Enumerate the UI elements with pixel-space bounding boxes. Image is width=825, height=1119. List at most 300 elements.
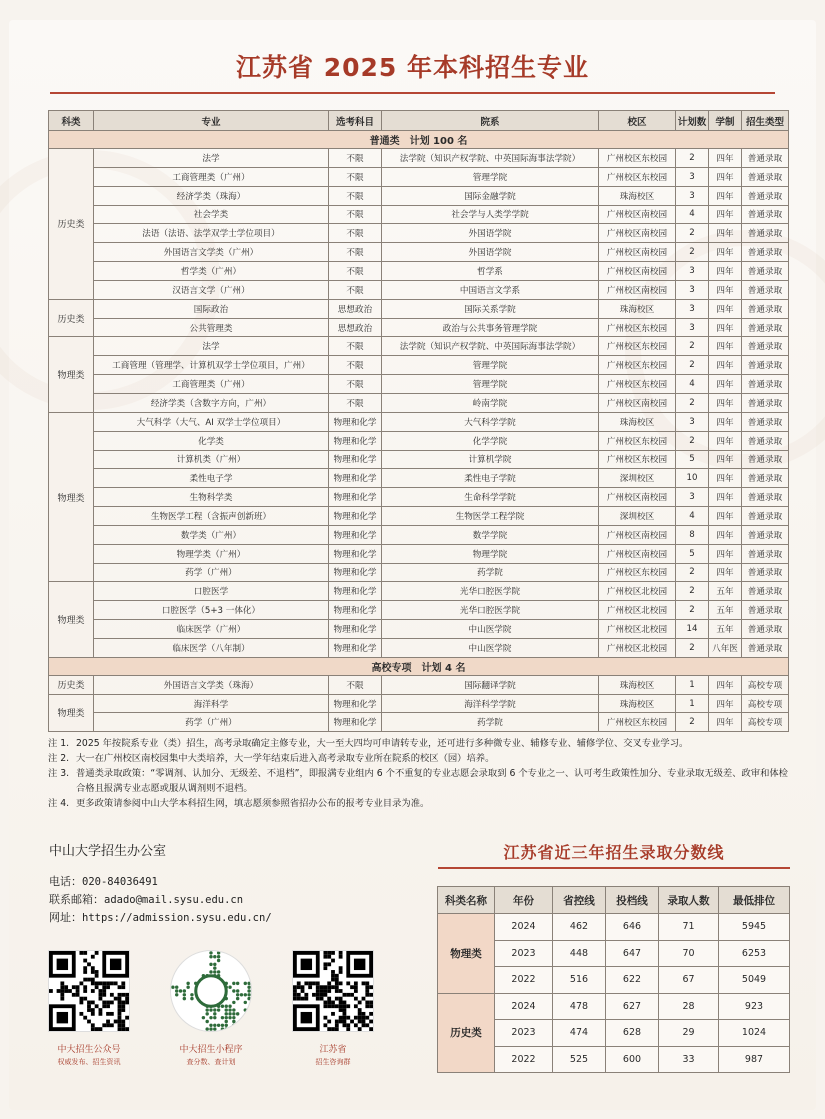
subject-cell: 不限 bbox=[329, 186, 382, 205]
subject-cell: 物理和化学 bbox=[329, 431, 382, 450]
column-header: 投档线 bbox=[606, 887, 659, 914]
table-header-row bbox=[49, 111, 789, 131]
control-line-cell: 516 bbox=[553, 967, 606, 994]
table-row bbox=[49, 601, 789, 620]
admission-type-cell: 普通录取 bbox=[742, 337, 789, 356]
campus-cell: 广州校区南校园 bbox=[599, 544, 676, 563]
column-header: 最低排位 bbox=[719, 887, 790, 914]
note-item bbox=[48, 766, 793, 796]
section-label: 普通类 计划 100 名 bbox=[49, 131, 789, 149]
plan-count-cell: 3 bbox=[676, 488, 709, 507]
table-row bbox=[49, 544, 789, 563]
subject-cell: 物理和化学 bbox=[329, 469, 382, 488]
plan-count-cell: 3 bbox=[676, 299, 709, 318]
campus-cell: 珠海校区 bbox=[599, 299, 676, 318]
table-row bbox=[49, 280, 789, 299]
qr-consult-group[interactable]: 江苏省 招生咨询群 bbox=[283, 950, 383, 1067]
website-link[interactable]: https://admission.sysu.edu.cn/ bbox=[82, 912, 272, 924]
rank-cell: 923 bbox=[719, 993, 790, 1020]
duration-cell: 四年 bbox=[709, 167, 742, 186]
column-header: 选考科目 bbox=[329, 111, 382, 131]
plan-count-cell: 2 bbox=[676, 582, 709, 601]
plan-count-cell: 1 bbox=[676, 675, 709, 694]
admission-type-cell: 普通录取 bbox=[742, 224, 789, 243]
duration-cell: 四年 bbox=[709, 525, 742, 544]
campus-cell: 广州校区南校园 bbox=[599, 262, 676, 281]
school-cell: 岭南学院 bbox=[382, 393, 599, 412]
contact-info bbox=[49, 873, 272, 927]
plan-count-cell: 2 bbox=[676, 224, 709, 243]
school-cell: 管理学院 bbox=[382, 356, 599, 375]
campus-cell: 广州校区北校园 bbox=[599, 601, 676, 620]
column-header: 学制 bbox=[709, 111, 742, 131]
table-row bbox=[49, 167, 789, 186]
phone-line: 电话：020-84036491 bbox=[49, 875, 158, 888]
plan-count-cell: 3 bbox=[676, 167, 709, 186]
school-cell: 外国语学院 bbox=[382, 224, 599, 243]
table-row bbox=[49, 582, 789, 601]
duration-cell: 四年 bbox=[709, 224, 742, 243]
subject-cell: 不限 bbox=[329, 205, 382, 224]
school-cell: 外国语学院 bbox=[382, 243, 599, 262]
notes-section bbox=[48, 736, 793, 811]
qr-official-account[interactable]: 中大招生公众号 权威发布、招生资讯 bbox=[39, 950, 139, 1067]
duration-cell: 四年 bbox=[709, 243, 742, 262]
subject-cell: 不限 bbox=[329, 393, 382, 412]
year-cell: 2022 bbox=[495, 967, 553, 994]
subject-cell: 思想政治 bbox=[329, 299, 382, 318]
web-line: 网址：https://admission.sysu.edu.cn/ bbox=[49, 911, 272, 924]
table-row bbox=[49, 638, 789, 657]
subject-cell: 不限 bbox=[329, 243, 382, 262]
year-cell: 2023 bbox=[495, 1020, 553, 1047]
plan-count-cell: 2 bbox=[676, 393, 709, 412]
control-line-cell: 478 bbox=[553, 993, 606, 1020]
duration-cell: 四年 bbox=[709, 375, 742, 394]
admitted-cell: 67 bbox=[659, 967, 719, 994]
table-row bbox=[49, 337, 789, 356]
school-cell: 柔性电子学院 bbox=[382, 469, 599, 488]
plan-count-cell: 4 bbox=[676, 375, 709, 394]
major-cell: 外国语言文学类（广州） bbox=[94, 243, 329, 262]
school-cell: 生物医学工程学院 bbox=[382, 507, 599, 526]
cutoff-cell: 627 bbox=[606, 993, 659, 1020]
campus-cell: 深圳校区 bbox=[599, 507, 676, 526]
table-row bbox=[49, 205, 789, 224]
note-text: 大一在广州校区南校园集中大类培养，大一学年结束后进入高考录取专业所在院系的校区（园）培养。 bbox=[76, 753, 495, 764]
campus-cell: 珠海校区 bbox=[599, 675, 676, 694]
table-row bbox=[49, 694, 789, 713]
duration-cell: 四年 bbox=[709, 431, 742, 450]
column-header: 省控线 bbox=[553, 887, 606, 914]
school-cell: 法学院（知识产权学院、中英国际海事法学院） bbox=[382, 337, 599, 356]
majors-table bbox=[48, 110, 789, 732]
major-cell: 临床医学（广州） bbox=[94, 620, 329, 639]
section-row bbox=[49, 657, 789, 675]
major-cell: 口腔医学 bbox=[94, 582, 329, 601]
table-row bbox=[49, 469, 789, 488]
duration-cell: 四年 bbox=[709, 393, 742, 412]
admission-type-cell: 普通录取 bbox=[742, 393, 789, 412]
campus-cell: 广州校区北校园 bbox=[599, 638, 676, 657]
admission-type-cell: 普通录取 bbox=[742, 412, 789, 431]
subject-cell: 不限 bbox=[329, 262, 382, 281]
major-cell: 工商管理类（广州） bbox=[94, 375, 329, 394]
email-link[interactable]: adado@mail.sysu.edu.cn bbox=[104, 894, 244, 906]
admission-type-cell: 普通录取 bbox=[742, 620, 789, 639]
email-line: 联系邮箱：adado@mail.sysu.edu.cn bbox=[49, 893, 244, 906]
school-cell: 大气科学学院 bbox=[382, 412, 599, 431]
subject-cell: 物理和化学 bbox=[329, 544, 382, 563]
campus-cell: 广州校区南校园 bbox=[599, 525, 676, 544]
campus-cell: 深圳校区 bbox=[599, 469, 676, 488]
admission-type-cell: 普通录取 bbox=[742, 318, 789, 337]
note-text: 更多政策请参阅中山大学本科招生网，填志愿须参照省招办公布的报考专业目录为准。 bbox=[76, 798, 430, 809]
campus-cell: 广州校区东校园 bbox=[599, 356, 676, 375]
admission-type-cell: 普通录取 bbox=[742, 280, 789, 299]
year-cell: 2024 bbox=[495, 914, 553, 941]
table-row bbox=[49, 262, 789, 281]
mini-program-code-icon bbox=[170, 950, 252, 1032]
column-header: 录取人数 bbox=[659, 887, 719, 914]
subject-cell: 物理和化学 bbox=[329, 601, 382, 620]
column-header: 年份 bbox=[495, 887, 553, 914]
campus-cell: 广州校区东校园 bbox=[599, 149, 676, 168]
duration-cell: 五年 bbox=[709, 620, 742, 639]
campus-cell: 广州校区东校园 bbox=[599, 713, 676, 732]
duration-cell: 四年 bbox=[709, 469, 742, 488]
admission-type-cell: 普通录取 bbox=[742, 186, 789, 205]
duration-cell: 四年 bbox=[709, 356, 742, 375]
column-header: 科类 bbox=[49, 111, 94, 131]
plan-count-cell: 2 bbox=[676, 243, 709, 262]
school-cell: 国际翻译学院 bbox=[382, 675, 599, 694]
plan-count-cell: 3 bbox=[676, 186, 709, 205]
campus-cell: 广州校区东校园 bbox=[599, 337, 676, 356]
plan-count-cell: 14 bbox=[676, 620, 709, 639]
duration-cell: 四年 bbox=[709, 450, 742, 469]
phone-number[interactable]: 020-84036491 bbox=[82, 876, 158, 888]
note-item bbox=[48, 736, 793, 751]
major-cell: 临床医学（八年制） bbox=[94, 638, 329, 657]
plan-count-cell: 1 bbox=[676, 694, 709, 713]
major-cell: 计算机类（广州） bbox=[94, 450, 329, 469]
major-cell: 大气科学（大气、AI 双学士学位项目） bbox=[94, 412, 329, 431]
subject-cell: 不限 bbox=[329, 224, 382, 243]
duration-cell: 五年 bbox=[709, 582, 742, 601]
school-cell: 数学学院 bbox=[382, 525, 599, 544]
note-text: 普通类录取政策：“零调剂、认加分、无级差、不退档”，即报满专业组内 6 个不重复的专业志愿会录取到 6 个专业之一、认可考生政策性加分、专业录取无级差、政审和体检合格且报满专业志愿或服从调剂则不退档。 bbox=[76, 768, 788, 794]
table-row bbox=[49, 318, 789, 337]
admission-type-cell: 普通录取 bbox=[742, 299, 789, 318]
rank-cell: 987 bbox=[719, 1046, 790, 1073]
category-cell: 物理类 bbox=[49, 694, 94, 732]
qr-code-icon bbox=[48, 950, 130, 1032]
campus-cell: 珠海校区 bbox=[599, 412, 676, 431]
duration-cell: 四年 bbox=[709, 337, 742, 356]
major-cell: 汉语言文学（广州） bbox=[94, 280, 329, 299]
plan-count-cell: 2 bbox=[676, 563, 709, 582]
school-cell: 药学院 bbox=[382, 563, 599, 582]
subject-cell: 不限 bbox=[329, 167, 382, 186]
admission-type-cell: 普通录取 bbox=[742, 149, 789, 168]
major-cell: 哲学类（广州） bbox=[94, 262, 329, 281]
table-row bbox=[49, 713, 789, 732]
category-cell: 历史类 bbox=[49, 149, 94, 300]
campus-cell: 广州校区东校园 bbox=[599, 450, 676, 469]
note-label: 注 2. bbox=[48, 753, 70, 764]
table-row bbox=[49, 488, 789, 507]
duration-cell: 四年 bbox=[709, 149, 742, 168]
duration-cell: 四年 bbox=[709, 544, 742, 563]
subject-cell: 物理和化学 bbox=[329, 450, 382, 469]
subject-cell: 物理和化学 bbox=[329, 412, 382, 431]
cutoff-cell: 600 bbox=[606, 1046, 659, 1073]
note-label: 注 4. bbox=[48, 798, 70, 809]
major-cell: 社会学类 bbox=[94, 205, 329, 224]
section-row bbox=[49, 131, 789, 149]
major-cell: 化学类 bbox=[94, 431, 329, 450]
plan-count-cell: 2 bbox=[676, 356, 709, 375]
school-cell: 光华口腔医学院 bbox=[382, 601, 599, 620]
column-header: 院系 bbox=[382, 111, 599, 131]
subject-cell: 不限 bbox=[329, 356, 382, 375]
school-cell: 中山医学院 bbox=[382, 620, 599, 639]
major-cell: 法语（法语、法学双学士学位项目） bbox=[94, 224, 329, 243]
score-title-underline bbox=[438, 867, 790, 869]
rank-cell: 6253 bbox=[719, 940, 790, 967]
table-row bbox=[49, 356, 789, 375]
subject-cell: 物理和化学 bbox=[329, 582, 382, 601]
major-cell: 生物医学工程（含振声创新班） bbox=[94, 507, 329, 526]
page-title: 江苏省 2025 年本科招生专业 bbox=[236, 53, 589, 82]
school-cell: 社会学与人类学学院 bbox=[382, 205, 599, 224]
plan-count-cell: 10 bbox=[676, 469, 709, 488]
admission-type-cell: 普通录取 bbox=[742, 469, 789, 488]
school-cell: 政治与公共事务管理学院 bbox=[382, 318, 599, 337]
campus-cell: 广州校区南校园 bbox=[599, 224, 676, 243]
admission-type-cell: 高校专项 bbox=[742, 694, 789, 713]
subject-cell: 物理和化学 bbox=[329, 525, 382, 544]
duration-cell: 四年 bbox=[709, 488, 742, 507]
category-cell: 物理类 bbox=[49, 412, 94, 582]
major-cell: 工商管理类（广州） bbox=[94, 167, 329, 186]
school-cell: 计算机学院 bbox=[382, 450, 599, 469]
subject-cell: 物理和化学 bbox=[329, 488, 382, 507]
campus-cell: 广州校区东校园 bbox=[599, 563, 676, 582]
year-cell: 2022 bbox=[495, 1046, 553, 1073]
school-cell: 光华口腔医学院 bbox=[382, 582, 599, 601]
cutoff-cell: 628 bbox=[606, 1020, 659, 1047]
major-cell: 外国语言文学类（珠海） bbox=[94, 675, 329, 694]
control-line-cell: 462 bbox=[553, 914, 606, 941]
column-header: 科类名称 bbox=[438, 887, 495, 914]
control-line-cell: 474 bbox=[553, 1020, 606, 1047]
table-row bbox=[49, 525, 789, 544]
school-cell: 管理学院 bbox=[382, 167, 599, 186]
table-row bbox=[49, 431, 789, 450]
cutoff-cell: 647 bbox=[606, 940, 659, 967]
table-row bbox=[49, 507, 789, 526]
admitted-cell: 33 bbox=[659, 1046, 719, 1073]
admission-type-cell: 普通录取 bbox=[742, 450, 789, 469]
plan-count-cell: 5 bbox=[676, 544, 709, 563]
category-cell: 历史类 bbox=[49, 299, 94, 337]
plan-count-cell: 3 bbox=[676, 412, 709, 431]
section-label: 高校专项 计划 4 名 bbox=[49, 657, 789, 675]
duration-cell: 四年 bbox=[709, 412, 742, 431]
table-row bbox=[438, 914, 790, 941]
plan-count-cell: 8 bbox=[676, 525, 709, 544]
admission-type-cell: 普通录取 bbox=[742, 262, 789, 281]
school-cell: 国际金融学院 bbox=[382, 186, 599, 205]
campus-cell: 广州校区北校园 bbox=[599, 620, 676, 639]
score-table-title: 江苏省近三年招生录取分数线 bbox=[503, 843, 725, 862]
plan-count-cell: 2 bbox=[676, 601, 709, 620]
campus-cell: 广州校区南校园 bbox=[599, 243, 676, 262]
campus-cell: 广州校区南校园 bbox=[599, 393, 676, 412]
campus-cell: 珠海校区 bbox=[599, 186, 676, 205]
table-row bbox=[49, 563, 789, 582]
plan-count-cell: 2 bbox=[676, 337, 709, 356]
major-cell: 公共管理类 bbox=[94, 318, 329, 337]
major-cell: 物理学类（广州） bbox=[94, 544, 329, 563]
campus-cell: 广州校区东校园 bbox=[599, 167, 676, 186]
major-cell: 药学（广州） bbox=[94, 563, 329, 582]
control-line-cell: 525 bbox=[553, 1046, 606, 1073]
note-label: 注 3. bbox=[48, 768, 70, 779]
admission-type-cell: 普通录取 bbox=[742, 205, 789, 224]
admission-type-cell: 普通录取 bbox=[742, 582, 789, 601]
score-header-row bbox=[438, 887, 790, 914]
school-cell: 药学院 bbox=[382, 713, 599, 732]
subject-cell: 不限 bbox=[329, 375, 382, 394]
rank-cell: 5945 bbox=[719, 914, 790, 941]
school-cell: 中山医学院 bbox=[382, 638, 599, 657]
cutoff-cell: 646 bbox=[606, 914, 659, 941]
duration-cell: 五年 bbox=[709, 601, 742, 620]
cutoff-cell: 622 bbox=[606, 967, 659, 994]
note-item bbox=[48, 796, 793, 811]
plan-count-cell: 3 bbox=[676, 280, 709, 299]
title-underline bbox=[50, 92, 775, 94]
admission-type-cell: 普通录取 bbox=[742, 375, 789, 394]
subject-cell: 物理和化学 bbox=[329, 638, 382, 657]
plan-count-cell: 4 bbox=[676, 205, 709, 224]
admission-type-cell: 普通录取 bbox=[742, 243, 789, 262]
major-cell: 法学 bbox=[94, 337, 329, 356]
plan-count-cell: 2 bbox=[676, 149, 709, 168]
campus-cell: 珠海校区 bbox=[599, 694, 676, 713]
subject-cell: 不限 bbox=[329, 675, 382, 694]
category-cell: 物理类 bbox=[49, 582, 94, 657]
table-row bbox=[49, 149, 789, 168]
plan-count-cell: 3 bbox=[676, 318, 709, 337]
admission-type-cell: 高校专项 bbox=[742, 713, 789, 732]
campus-cell: 广州校区南校园 bbox=[599, 280, 676, 299]
major-cell: 工商管理（管理学、计算机双学士学位项目，广州） bbox=[94, 356, 329, 375]
table-row bbox=[49, 186, 789, 205]
qr-mini-program[interactable]: 中大招生小程序 查分数、查计划 bbox=[161, 950, 261, 1067]
office-title: 中山大学招生办公室 bbox=[49, 844, 167, 859]
school-cell: 法学院（知识产权学院、中英国际海事法学院） bbox=[382, 149, 599, 168]
category-cell: 物理类 bbox=[438, 914, 495, 994]
major-cell: 柔性电子学 bbox=[94, 469, 329, 488]
column-header: 专业 bbox=[94, 111, 329, 131]
major-cell: 法学 bbox=[94, 149, 329, 168]
control-line-cell: 448 bbox=[553, 940, 606, 967]
school-cell: 物理学院 bbox=[382, 544, 599, 563]
table-row bbox=[49, 675, 789, 694]
duration-cell: 四年 bbox=[709, 186, 742, 205]
category-cell: 历史类 bbox=[49, 675, 94, 694]
admission-type-cell: 高校专项 bbox=[742, 675, 789, 694]
subject-cell: 物理和化学 bbox=[329, 620, 382, 639]
table-row bbox=[49, 224, 789, 243]
category-cell: 历史类 bbox=[438, 993, 495, 1073]
admitted-cell: 29 bbox=[659, 1020, 719, 1047]
plan-count-cell: 2 bbox=[676, 431, 709, 450]
campus-cell: 广州校区南校园 bbox=[599, 205, 676, 224]
table-row bbox=[49, 243, 789, 262]
duration-cell: 四年 bbox=[709, 318, 742, 337]
subject-cell: 不限 bbox=[329, 280, 382, 299]
plan-count-cell: 4 bbox=[676, 507, 709, 526]
subject-cell: 不限 bbox=[329, 149, 382, 168]
year-cell: 2024 bbox=[495, 993, 553, 1020]
year-cell: 2023 bbox=[495, 940, 553, 967]
major-cell: 生物科学类 bbox=[94, 488, 329, 507]
campus-cell: 广州校区东校园 bbox=[599, 375, 676, 394]
table-row bbox=[438, 993, 790, 1020]
table-row bbox=[49, 412, 789, 431]
campus-cell: 广州校区东校园 bbox=[599, 318, 676, 337]
school-cell: 中国语言文学系 bbox=[382, 280, 599, 299]
duration-cell: 四年 bbox=[709, 563, 742, 582]
major-cell: 药学（广州） bbox=[94, 713, 329, 732]
major-cell: 经济学类（含数字方向，广州） bbox=[94, 393, 329, 412]
duration-cell: 八年医 bbox=[709, 638, 742, 657]
admission-type-cell: 普通录取 bbox=[742, 431, 789, 450]
qr-code-icon bbox=[292, 950, 374, 1032]
admission-type-cell: 普通录取 bbox=[742, 507, 789, 526]
duration-cell: 四年 bbox=[709, 694, 742, 713]
campus-cell: 广州校区南校园 bbox=[599, 488, 676, 507]
major-cell: 经济学类（珠海） bbox=[94, 186, 329, 205]
campus-cell: 广州校区北校园 bbox=[599, 582, 676, 601]
plan-count-cell: 5 bbox=[676, 450, 709, 469]
duration-cell: 四年 bbox=[709, 280, 742, 299]
column-header: 计划数 bbox=[676, 111, 709, 131]
admitted-cell: 28 bbox=[659, 993, 719, 1020]
table-row bbox=[49, 393, 789, 412]
admission-type-cell: 普通录取 bbox=[742, 356, 789, 375]
admission-type-cell: 普通录取 bbox=[742, 638, 789, 657]
subject-cell: 思想政治 bbox=[329, 318, 382, 337]
duration-cell: 四年 bbox=[709, 675, 742, 694]
school-cell: 化学学院 bbox=[382, 431, 599, 450]
major-cell: 国际政治 bbox=[94, 299, 329, 318]
column-header: 招生类型 bbox=[742, 111, 789, 131]
subject-cell: 物理和化学 bbox=[329, 507, 382, 526]
rank-cell: 5049 bbox=[719, 967, 790, 994]
note-label: 注 1. bbox=[48, 738, 70, 749]
school-cell: 海洋科学学院 bbox=[382, 694, 599, 713]
major-cell: 数学类（广州） bbox=[94, 525, 329, 544]
admission-type-cell: 普通录取 bbox=[742, 601, 789, 620]
major-cell: 口腔医学（5+3 一体化） bbox=[94, 601, 329, 620]
plan-count-cell: 2 bbox=[676, 638, 709, 657]
